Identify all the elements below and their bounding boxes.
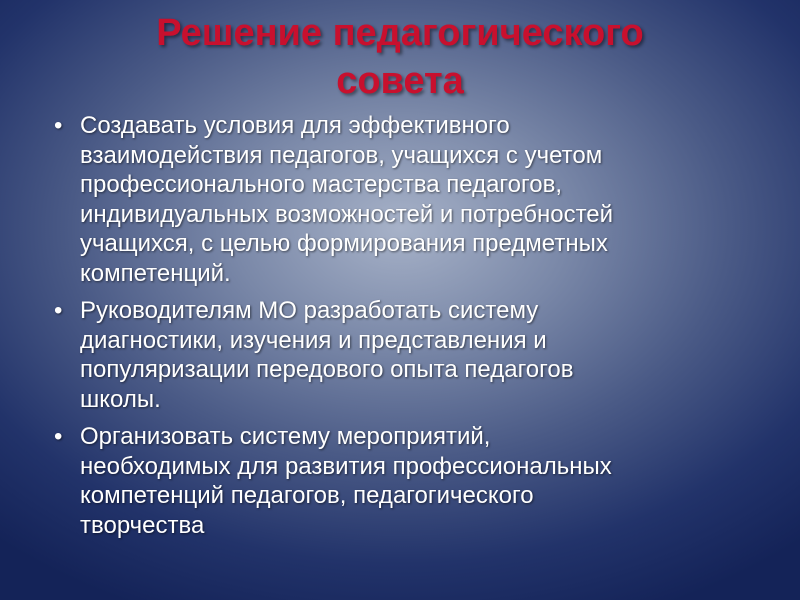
bullet-line: индивидуальных возможностей и потребностей: [80, 200, 614, 228]
bullet-line: компетенций педагогов, педагогического: [80, 482, 534, 509]
bullet-line: Руководителям МО разработать систему: [80, 297, 539, 324]
bullet-text-2: [80, 296, 754, 414]
bullet-line: Организовать систему мероприятий,: [80, 423, 491, 450]
bullet-line: взаимодействия педагогов, учащихся с учетом: [80, 141, 603, 169]
bullet-item-2: [54, 296, 754, 414]
bullet-text-3: [80, 422, 754, 540]
bullet-line: диагностики, изучения и представления и: [80, 326, 547, 354]
bullet-line: популяризации передового опыта педагогов: [80, 356, 574, 383]
bullet-line: школы.: [80, 385, 161, 413]
bullet-dot-icon: •: [54, 112, 63, 139]
bullet-text-1: [80, 111, 754, 288]
bullet-list: [54, 111, 754, 548]
bullet-line: необходимых для развития профессиональных: [80, 452, 612, 480]
slide-title-line-1: Решение педагогического: [156, 12, 644, 55]
bullet-item-3: [54, 422, 754, 540]
bullet-line: профессионального мастерства педагогов,: [80, 171, 562, 198]
bullet-item-1: [54, 111, 754, 288]
bullet-line: Создавать условия для эффективного: [80, 112, 510, 139]
slide-title-line-2: совета: [336, 60, 464, 103]
bullet-line: компетенций.: [80, 259, 231, 287]
bullet-dot-icon: •: [54, 423, 63, 450]
bullet-line: творчества: [80, 511, 205, 539]
bullet-dot-icon: •: [54, 297, 63, 324]
bullet-line: учащихся, с целью формирования предметных: [80, 230, 608, 257]
slide-title: [0, 9, 800, 105]
